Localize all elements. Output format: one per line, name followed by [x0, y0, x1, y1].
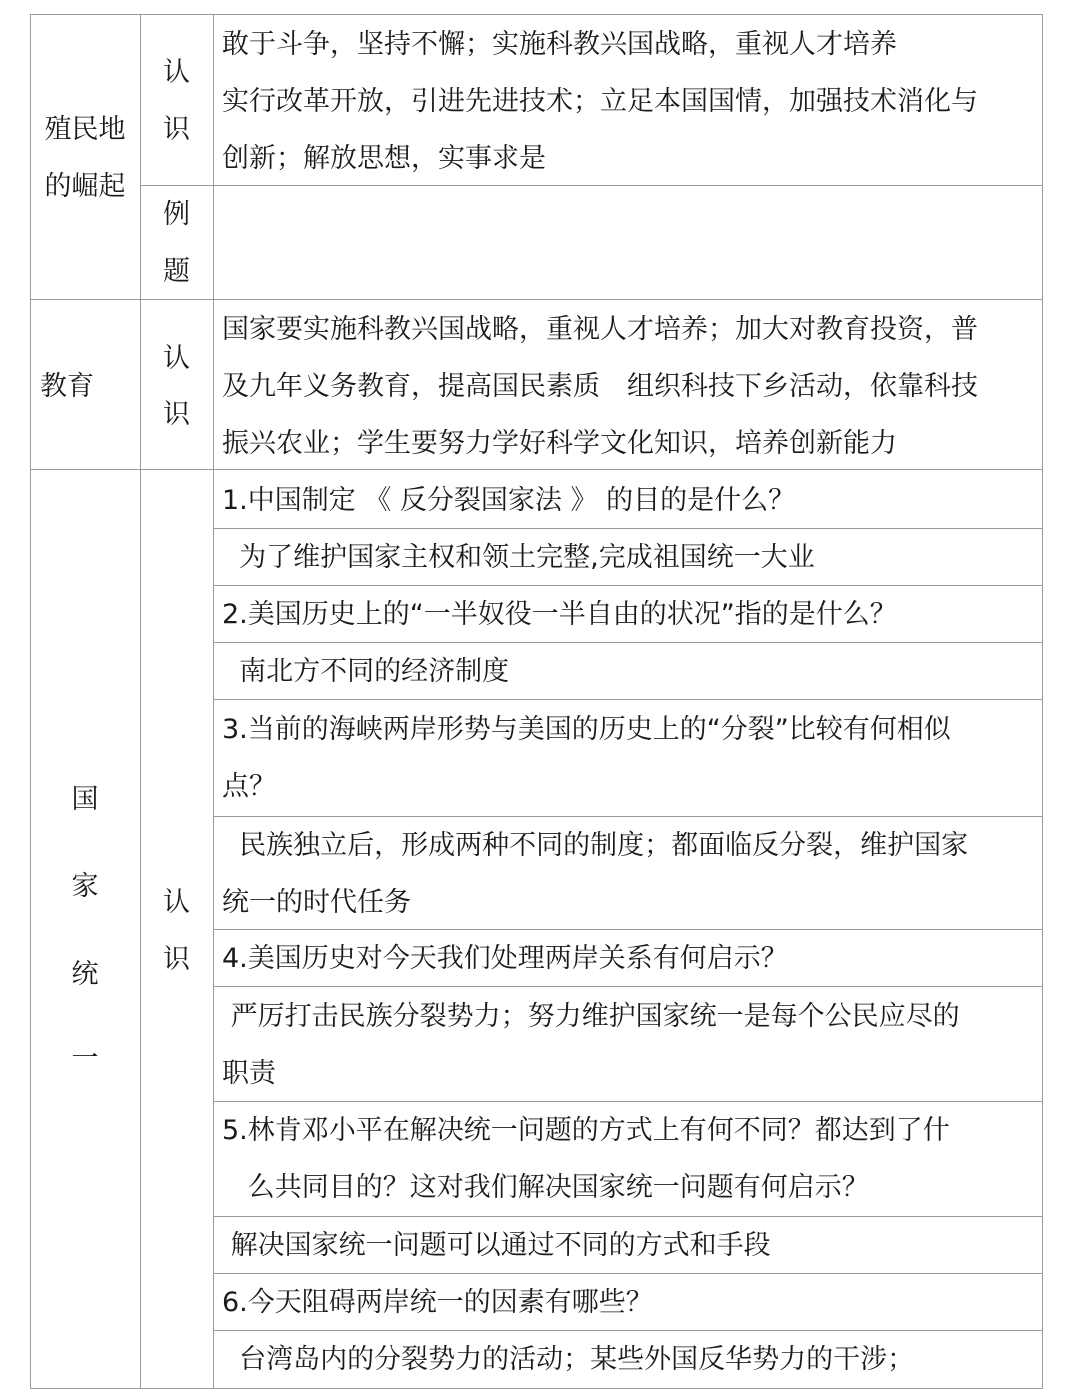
question-1: 1.中国制定 《 反分裂国家法 》 的目的是什么？: [222, 485, 796, 516]
colony-example-divider: [140, 185, 1043, 186]
qa-divider: [213, 585, 1043, 586]
aspect-education-char2: 识: [163, 399, 190, 430]
question-3-line2: 点？: [222, 771, 276, 802]
qa-divider: [213, 929, 1043, 930]
education-content-line: 及九年义务教育，提高国民素质 组织科技下乡活动，依靠科技: [222, 371, 978, 402]
qa-divider: [213, 816, 1043, 817]
qa-divider: [213, 1216, 1043, 1217]
topic-education: 教育: [40, 371, 94, 402]
question-5-line1: 5.林肯邓小平在解决统一问题的方式上有何不同？都达到了什: [222, 1115, 950, 1146]
question-2: 2.美国历史上的“一半奴役一半自由的状况”指的是什么？: [222, 599, 897, 630]
topic-unification-char4: 一: [71, 1043, 99, 1074]
column-divider-2: [213, 14, 214, 1389]
question-4: 4.美国历史对今天我们处理两岸关系有何启示？: [222, 943, 788, 974]
colony-content-line: 敢于斗争，坚持不懈；实施科教兴国战略，重视人才培养: [222, 29, 897, 60]
topic-colony-line2: 的崛起: [44, 171, 126, 202]
answer-4-line2: 职责: [222, 1058, 276, 1089]
qa-divider: [213, 986, 1043, 987]
table-right-border: [1042, 14, 1043, 1389]
answer-6: 台湾岛内的分裂势力的活动；某些外国反华势力的干涉；: [222, 1344, 915, 1375]
row-divider-unification: [30, 469, 1043, 470]
topic-colony-line1: 殖民地: [44, 114, 126, 145]
topic-unification-char2: 家: [71, 871, 99, 902]
qa-divider: [213, 642, 1043, 643]
aspect-example-char1: 例: [163, 199, 190, 230]
aspect-unification-char1: 认: [163, 887, 190, 918]
answer-5: 解决国家统一问题可以通过不同的方式和手段: [222, 1230, 771, 1261]
qa-divider: [213, 1273, 1043, 1274]
question-5-line2: 么共同目的？这对我们解决国家统一问题有何启示？: [222, 1172, 869, 1203]
answer-4-line1: 严厉打击民族分裂势力；努力维护国家统一是每个公民应尽的: [222, 1001, 960, 1032]
qa-divider: [213, 1101, 1043, 1102]
qa-divider: [213, 528, 1043, 529]
education-content-line: 国家要实施科教兴国战略，重视人才培养；加大对教育投资，普: [222, 314, 978, 345]
aspect-unification-char2: 识: [163, 944, 190, 975]
table-top-border: [30, 14, 1043, 15]
question-6: 6.今天阻碍两岸统一的因素有哪些？: [222, 1287, 653, 1318]
answer-3-line1: 民族独立后，形成两种不同的制度；都面临反分裂，维护国家: [222, 830, 969, 861]
education-content-line: 振兴农业；学生要努力学好科学文化知识，培养创新能力: [222, 428, 897, 459]
qa-divider: [213, 699, 1043, 700]
aspect-education-char1: 认: [163, 343, 190, 374]
answer-3-line2: 统一的时代任务: [222, 887, 411, 918]
answer-2: 南北方不同的经济制度: [222, 656, 510, 687]
aspect-colony-char1: 认: [163, 57, 190, 88]
colony-content-line: 创新；解放思想，实事求是: [222, 143, 546, 174]
topic-unification-char1: 国: [71, 784, 99, 815]
topic-unification-char3: 统: [71, 959, 99, 990]
qa-divider: [213, 1330, 1043, 1331]
table-bottom-border: [30, 1388, 1043, 1389]
row-divider-education: [30, 299, 1043, 300]
table-left-border: [30, 14, 31, 1389]
aspect-colony-char2: 识: [163, 114, 190, 145]
colony-content-line: 实行改革开放，引进先进技术；立足本国国情，加强技术消化与: [222, 86, 978, 117]
aspect-example-char2: 题: [163, 256, 190, 287]
answer-1: 为了维护国家主权和领土完整,完成祖国统一大业: [222, 542, 815, 573]
question-3-line1: 3.当前的海峡两岸形势与美国的历史上的“分裂”比较有何相似: [222, 714, 951, 745]
